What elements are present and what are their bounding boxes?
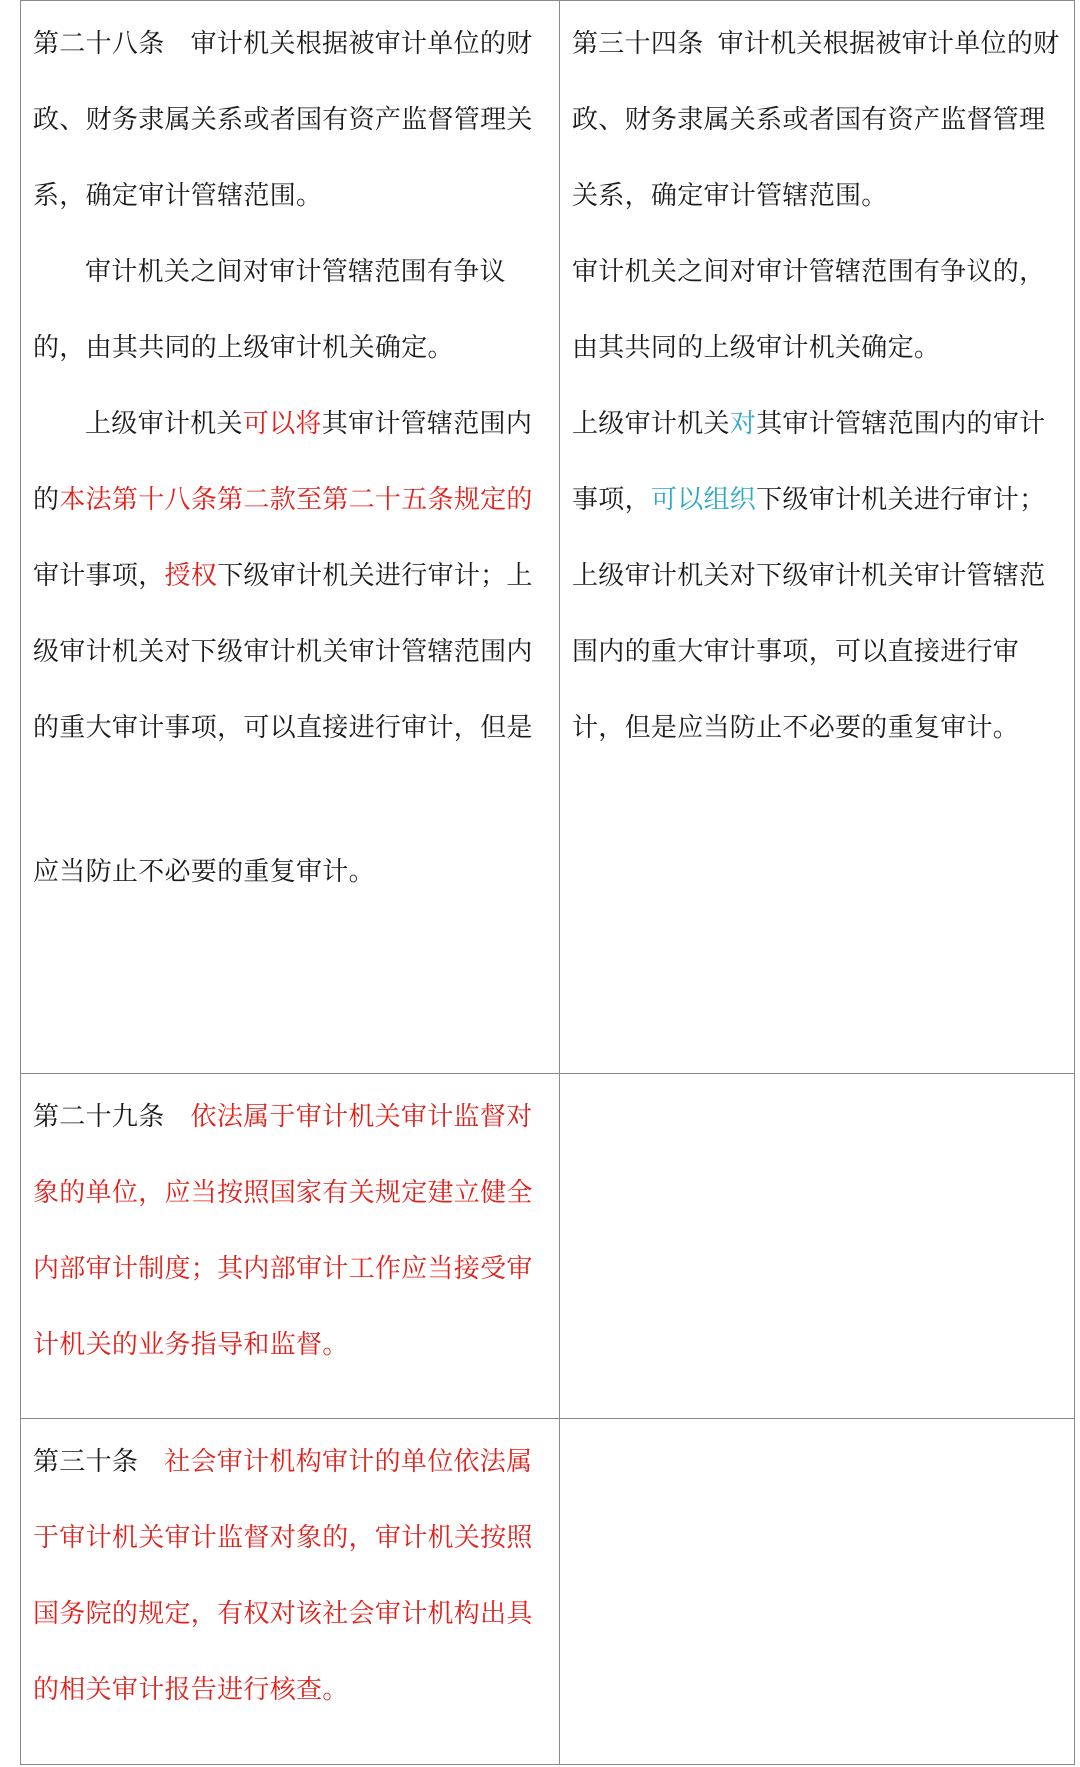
old-article-28-cell bbox=[21, 1, 560, 1074]
added-text: 可以组织 bbox=[650, 485, 757, 515]
table-row bbox=[21, 1, 1075, 1074]
new-article-34-para-3: 上级审计机关对其审计管辖范围内的审计事项，可以组织下级审计机关进行审计；上级审计机关对下级审计机关审计管辖范围内的重大审计事项，可以直接进行审计，但是应当防止不必要的重复审计。 bbox=[572, 409, 1046, 743]
deleted-text: 本法第十八条第二款至第二十五条规定的 bbox=[59, 485, 533, 515]
old-article-28-para-1: 第二十八条 审计机关根据被审计单位的财政、财务隶属关系或者国有资产监督管理关系，确定审计管辖范围。 bbox=[33, 29, 533, 211]
old-article-28-para-3: 上级审计机关可以将其审计管辖范围内的本法第十八条第二款至第二十五条规定的审计事项，授权下级审计机关进行审计；上级审计机关对下级审计机关审计管辖范围内的重大审计事项，可以直接进行审计，但是 bbox=[33, 409, 533, 743]
old-article-30-para bbox=[33, 1424, 547, 1728]
new-article-34-cell bbox=[560, 1, 1075, 1074]
old-article-30-cell bbox=[21, 1419, 560, 1765]
new-article-34-para-1: 第三十四条 审计机关根据被审计单位的财政、财务隶属关系或者国有资产监督管理关系，确定审计管辖范围。 bbox=[572, 29, 1060, 211]
deleted-text: 可以将 bbox=[242, 409, 322, 439]
article-number: 第三十条 bbox=[33, 1447, 139, 1477]
new-article-34-para-2: 审计机关之间对审计管辖范围有争议的，由其共同的上级审计机关确定。 bbox=[572, 257, 1046, 363]
added-text: 对 bbox=[729, 409, 757, 439]
old-article-28-para-2: 审计机关之间对审计管辖范围有争议的，由其共同的上级审计机关确定。 bbox=[33, 257, 506, 363]
empty-new-cell bbox=[560, 1419, 1075, 1765]
table-row bbox=[21, 1074, 1075, 1419]
old-article-29-cell bbox=[21, 1074, 560, 1419]
old-article-29-para bbox=[33, 1079, 547, 1383]
empty-new-cell bbox=[560, 1074, 1075, 1419]
blank-line bbox=[33, 766, 547, 834]
table-row bbox=[21, 1419, 1075, 1765]
deleted-text: 依法属于审计机关审计监督对象的单位，应当按照国家有关规定建立健全内部审计制度；其内部审计工作应当接受审计机关的业务指导和监督。 bbox=[33, 1102, 533, 1360]
deleted-text: 授权 bbox=[164, 561, 218, 591]
article-number: 第二十八条 bbox=[33, 29, 165, 59]
deleted-text: 社会审计机构审计的单位依法属于审计机关审计监督对象的，审计机关按照国务院的规定，有权对该社会审计机构出具的相关审计报告进行核查。 bbox=[33, 1447, 533, 1705]
article-number: 第三十四条 bbox=[572, 29, 704, 59]
old-article-28-para-3-end: 应当防止不必要的重复审计。 bbox=[33, 857, 375, 887]
law-comparison-table bbox=[20, 0, 1075, 1765]
article-number: 第二十九条 bbox=[33, 1102, 165, 1132]
